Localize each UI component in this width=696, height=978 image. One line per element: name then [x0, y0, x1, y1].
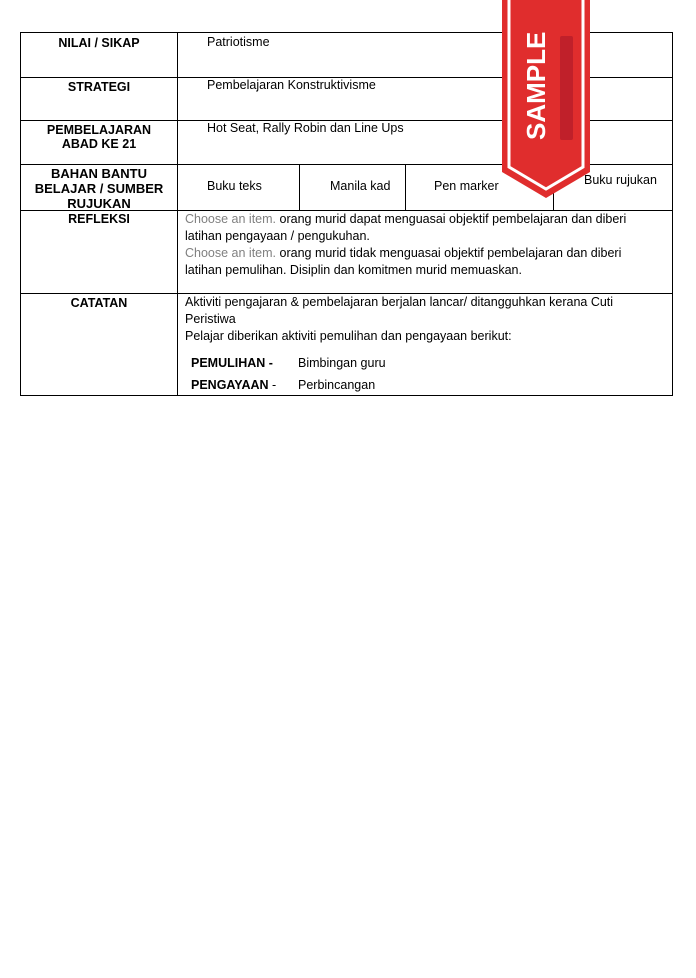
bahan-item-buku-rujukan: Buku rujukan — [584, 173, 657, 187]
pengayaan-label: PENGAYAAN — [191, 378, 269, 392]
pengayaan-row — [191, 378, 276, 392]
abad21-label-line1: PEMBELAJARAN — [46, 123, 152, 137]
bahan-item-manila-kad: Manila kad — [330, 179, 391, 193]
nilai-label: NILAI / SIKAP — [58, 36, 140, 50]
abad21-label — [21, 123, 177, 151]
bahan-label — [21, 166, 177, 211]
refleksi-label: REFLEKSI — [68, 212, 130, 226]
pengayaan-dash: - — [268, 378, 277, 392]
abad21-value: Hot Seat, Rally Robin dan Line Ups — [207, 121, 404, 135]
refleksi-line1-text: orang murid dapat menguasai objektif pembelajaran dan diberi — [276, 212, 627, 226]
catatan-line1: Aktiviti pengajaran & pembelajaran berjalan lancar/ ditangguhkan kerana Cuti — [185, 295, 614, 309]
choose-item-dropdown[interactable]: Choose an item. — [185, 246, 277, 260]
table-border-right — [672, 32, 673, 396]
pemulihan-label: PEMULIHAN - — [191, 356, 273, 370]
catatan-label: CATATAN — [70, 296, 128, 310]
strategi-label: STRATEGI — [67, 80, 131, 94]
refleksi-line2: latihan pengayaan / pengukuhan. — [185, 229, 370, 243]
bahan-label-line2: BELAJAR / SUMBER — [34, 181, 164, 196]
strategi-value: Pembelajaran Konstruktivisme — [207, 78, 376, 92]
refleksi-line3 — [185, 245, 667, 262]
label-column-divider — [177, 32, 178, 396]
bahan-item-pen-marker: Pen marker — [434, 179, 499, 193]
refleksi-line4: latihan pemulihan. Disiplin dan komitmen murid memuaskan. — [185, 263, 522, 277]
cell-divider — [405, 164, 406, 210]
pengayaan-value: Perbincangan — [298, 378, 376, 392]
refleksi-line3-text: orang murid tidak menguasai objektif pembelajaran dan diberi — [276, 246, 622, 260]
sample-ribbon-watermark — [500, 0, 592, 200]
bahan-label-line1: BAHAN BANTU — [50, 166, 148, 181]
ribbon-text: SAMPLE — [521, 31, 551, 140]
cell-divider — [299, 164, 300, 210]
ribbon-stamp-strip — [560, 36, 573, 140]
catatan-line2: Peristiwa — [185, 312, 236, 326]
refleksi-content — [185, 211, 667, 279]
pemulihan-value: Bimbingan guru — [298, 356, 386, 370]
choose-item-dropdown[interactable]: Choose an item. — [185, 212, 277, 226]
catatan-content — [185, 294, 667, 345]
table-border-bottom — [20, 395, 673, 396]
bahan-item-buku-teks: Buku teks — [207, 179, 262, 193]
nilai-value: Patriotisme — [207, 35, 270, 49]
refleksi-line1 — [185, 211, 667, 228]
catatan-line3: Pelajar diberikan aktiviti pemulihan dan pengayaan berikut: — [185, 329, 512, 343]
bahan-label-line3: RUJUKAN — [67, 196, 131, 211]
abad21-label-line2: ABAD KE 21 — [61, 137, 137, 151]
